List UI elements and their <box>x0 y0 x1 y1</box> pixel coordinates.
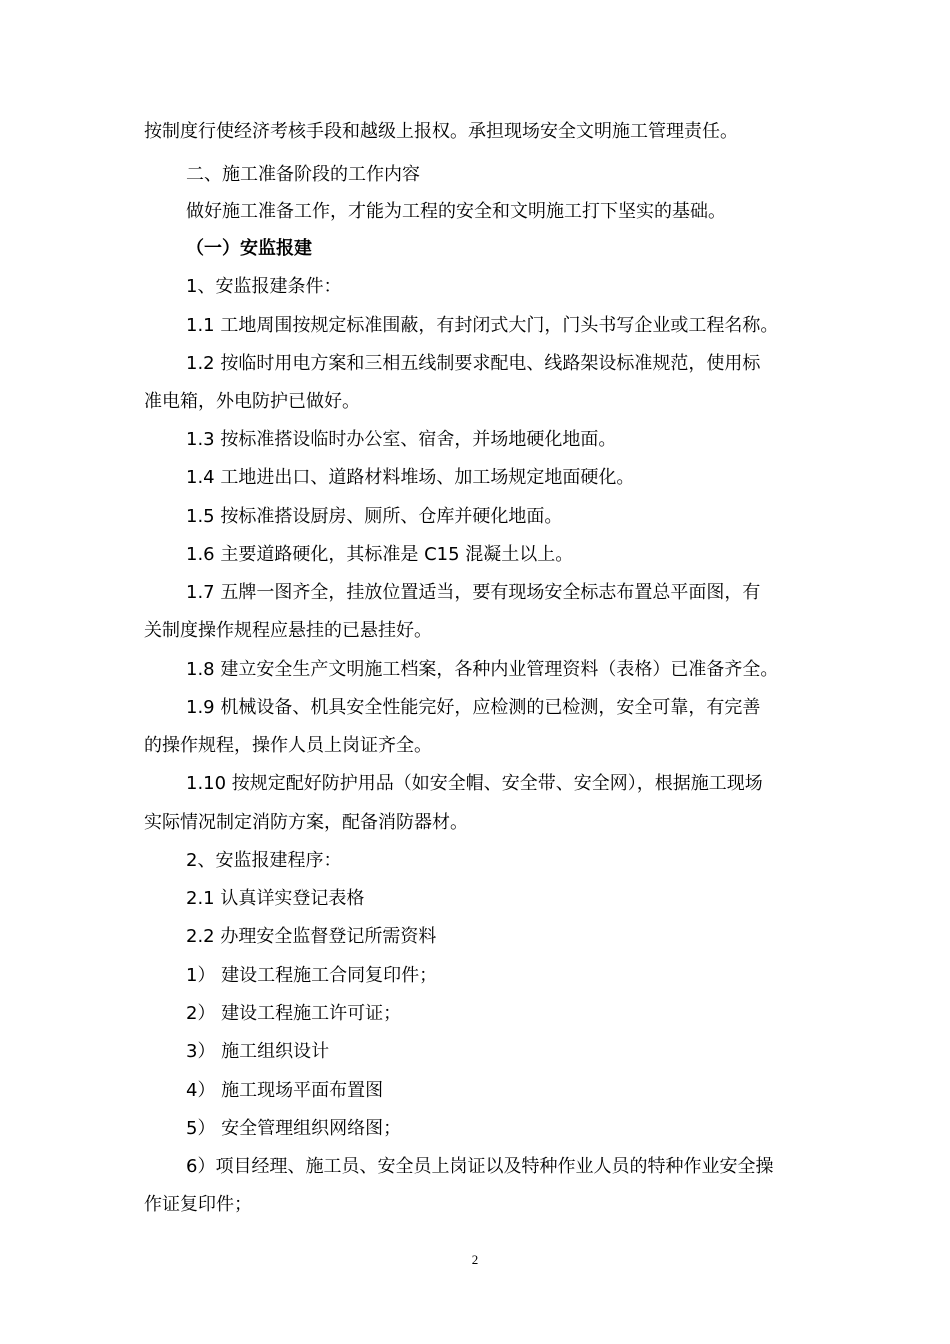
paragraph-line: 按制度行使经济考核手段和越级上报权。承担现场安全文明施工管理责任。 <box>144 121 738 142</box>
subsection-heading: （一）安监报建 <box>186 238 312 259</box>
list-item: 1.2 按临时用电方案和三相五线制要求配电、线路架设标准规范，使用标 <box>186 353 761 374</box>
list-item: 1.5 按标准搭设厨房、厕所、仓库并硬化地面。 <box>186 506 563 527</box>
list-item-continuation: 关制度操作规程应悬挂的已悬挂好。 <box>144 620 432 641</box>
list-item-continuation: 实际情况制定消防方案，配备消防器材。 <box>144 812 468 833</box>
list-item: 2.2 办理安全监督登记所需资料 <box>186 926 437 947</box>
list-item-continuation: 的操作规程，操作人员上岗证齐全。 <box>144 735 432 756</box>
list-item: 2.1 认真详实登记表格 <box>186 888 365 909</box>
list-item: 1.10 按规定配好防护用品（如安全帽、安全带、安全网），根据施工现场 <box>186 773 763 794</box>
paragraph-line: 做好施工准备工作，才能为工程的安全和文明施工打下坚实的基础。 <box>186 201 726 222</box>
list-item: 4） 施工现场平面布置图 <box>186 1080 384 1101</box>
list-heading: 1、安监报建条件： <box>186 276 342 297</box>
list-item: 1.3 按标准搭设临时办公室、宿舍，并场地硬化地面。 <box>186 429 617 450</box>
list-item: 1.1 工地周围按规定标准围蔽，有封闭式大门，门头书写企业或工程名称。 <box>186 315 779 336</box>
list-heading: 2、安监报建程序： <box>186 850 342 871</box>
page-number: 2 <box>471 1252 479 1267</box>
list-item: 2） 建设工程施工许可证； <box>186 1003 402 1024</box>
list-item: 6）项目经理、施工员、安全员上岗证以及特种作业人员的特种作业安全操 <box>186 1156 774 1177</box>
list-item: 1.4 工地进出口、道路材料堆场、加工场规定地面硬化。 <box>186 467 635 488</box>
list-item: 5） 安全管理组织网络图； <box>186 1118 402 1139</box>
list-item: 1.9 机械设备、机具安全性能完好，应检测的已检测，安全可靠，有完善 <box>186 697 761 718</box>
list-item: 1） 建设工程施工合同复印件； <box>186 965 438 986</box>
list-item: 1.8 建立安全生产文明施工档案，各种内业管理资料（表格）已准备齐全。 <box>186 659 779 680</box>
list-item: 1.7 五牌一图齐全，挂放位置适当，要有现场安全标志布置总平面图，有 <box>186 582 761 603</box>
list-item: 3） 施工组织设计 <box>186 1041 330 1062</box>
list-item-continuation: 准电箱，外电防护已做好。 <box>144 391 360 412</box>
section-heading: 二、施工准备阶段的工作内容 <box>186 164 420 185</box>
list-item: 1.6 主要道路硬化，其标准是 C15 混凝土以上。 <box>186 544 574 565</box>
list-item-continuation: 作证复印件； <box>144 1194 252 1215</box>
